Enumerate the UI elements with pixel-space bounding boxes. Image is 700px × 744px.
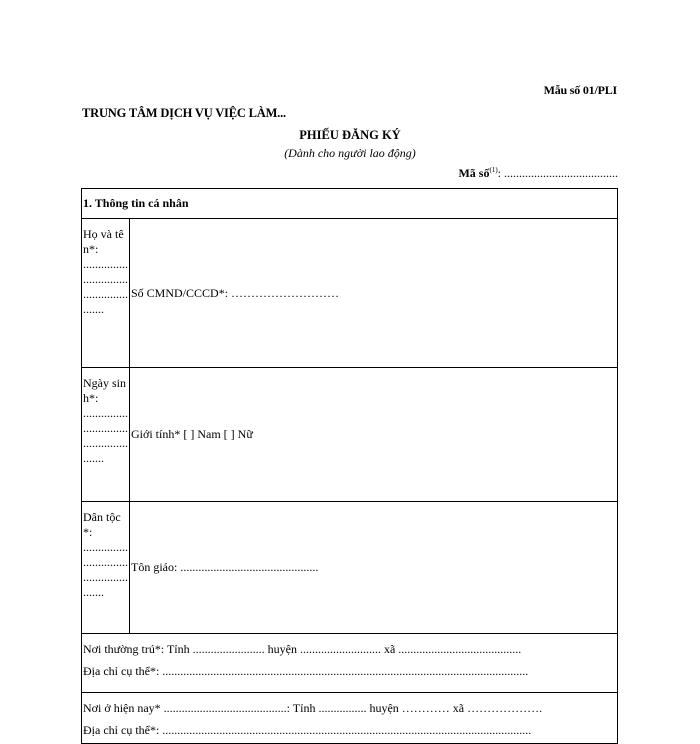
ma-so-field (458, 166, 618, 181)
table-row (82, 693, 618, 744)
current-residence-cell (82, 693, 618, 744)
personal-info-table (81, 188, 618, 744)
full-name-field[interactable]: Họ và tên*: .................................................... (82, 219, 130, 368)
current-residence-field[interactable]: Nơi ở hiện nay* .........................................: Tỉnh ................ huyện ………… xã ………………. (83, 701, 543, 715)
ethnicity-field[interactable]: Dân tộc*: .................................................... (82, 502, 130, 634)
id-number-field[interactable]: Số CMND/CCCD*: ……………………… (130, 219, 618, 368)
table-row (82, 219, 618, 368)
gender-field[interactable]: Giới tính* [ ] Nam [ ] Nữ (130, 368, 618, 502)
permanent-address-field[interactable]: Địa chỉ cụ thể*: .......................................................................................................................... (83, 664, 529, 678)
birth-date-field[interactable]: Ngày sinh*: .................................................... (82, 368, 130, 502)
permanent-residence-field[interactable]: Nơi thường trú*: Tỉnh ........................ huyện ........................... xã ......................................... (83, 642, 522, 656)
section-heading-row (82, 189, 618, 219)
organization-name: TRUNG TÂM DỊCH VỤ VIỆC LÀM... (82, 106, 286, 120)
form-code: Mẫu số 01/PLI (543, 83, 617, 97)
document-subtitle: (Dành cho người lao động) (284, 146, 416, 160)
table-row (82, 502, 618, 634)
table-row (82, 634, 618, 693)
permanent-residence-cell (82, 634, 618, 693)
ma-so-note: (1) (489, 166, 498, 174)
document-title: PHIẾU ĐĂNG KÝ (299, 128, 401, 142)
current-address-field[interactable]: Địa chỉ cụ thể*: ........................................................................................................................... (83, 723, 532, 737)
religion-field[interactable]: Tôn giáo: .............................................. (130, 502, 618, 634)
ma-so-label: Mã số (458, 166, 490, 180)
table-row (82, 368, 618, 502)
ma-so-blank: : ...................................... (497, 166, 618, 180)
section-heading: 1. Thông tin cá nhân (82, 189, 618, 219)
